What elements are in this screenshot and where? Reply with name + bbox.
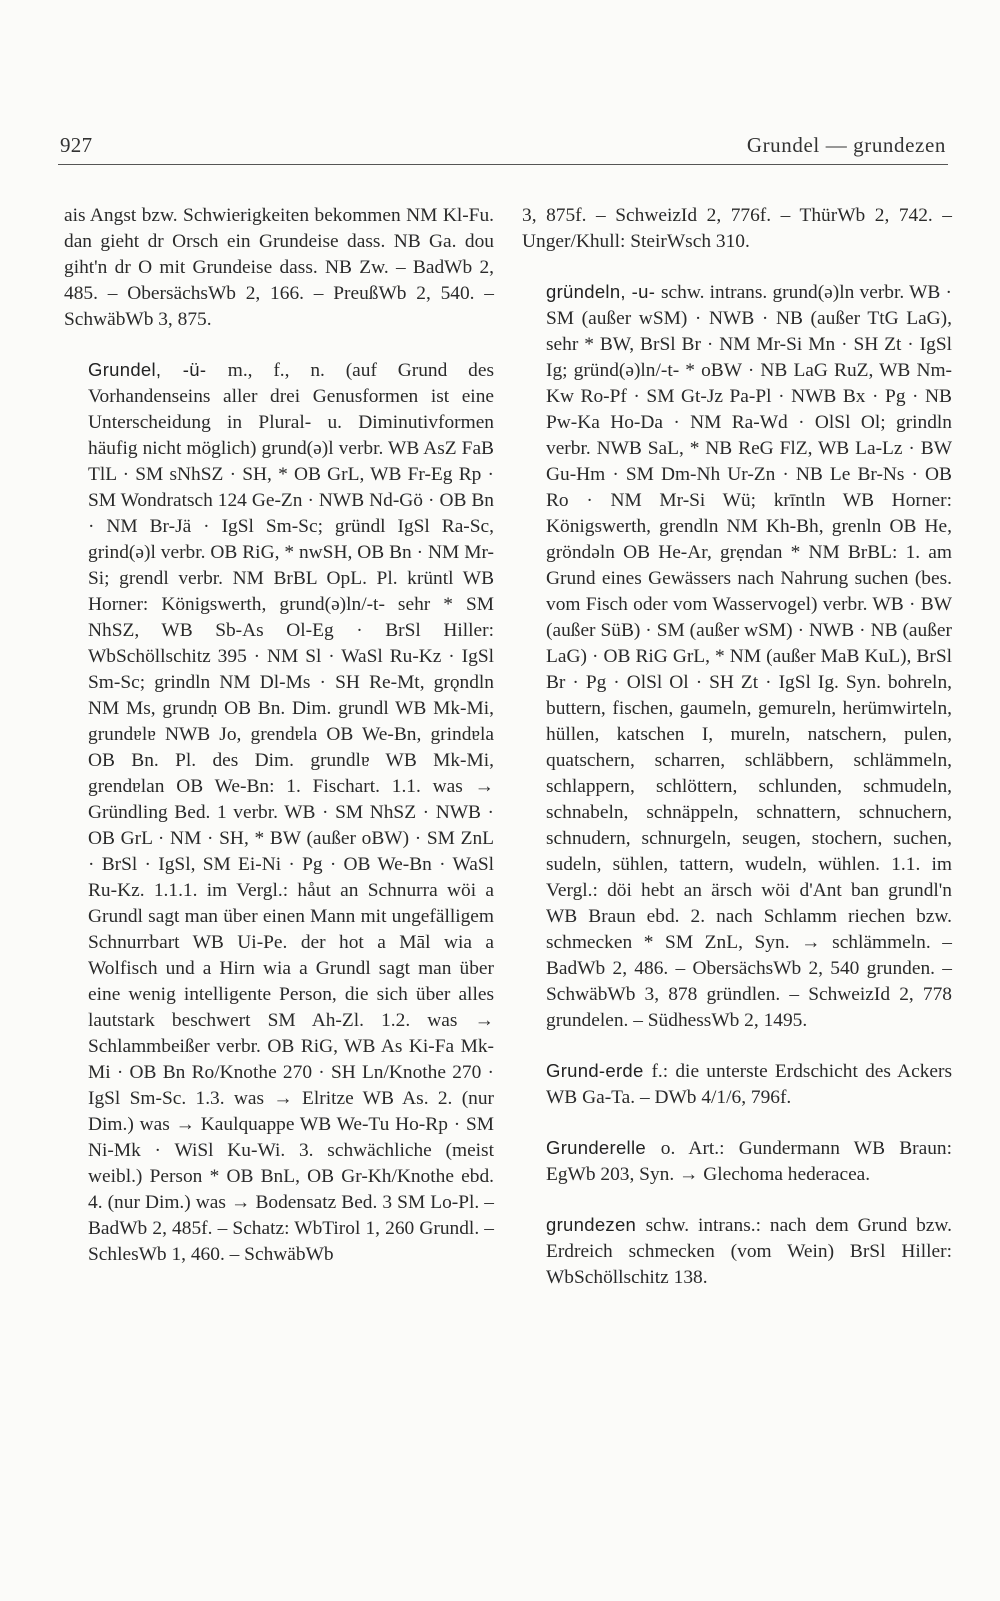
right-column bbox=[522, 203, 952, 1291]
entry-gruendeln bbox=[522, 279, 952, 1034]
entry-grundezen bbox=[522, 1212, 952, 1291]
entry-grunderelle bbox=[522, 1135, 952, 1188]
entry-text: schw. intrans.: nach dem Grund bzw. Erdreich schmecken (vom Wein) BrSl Hiller: WbSchöllschitz 138. bbox=[546, 1215, 952, 1288]
entry-text: schw. intrans. grund(ə)ln verbr. WB · SM (außer wSM) · NWB · NB (außer TtG LaG), sehr * BW, BrSl Br · NM Mr-Si Mn · SH Zt · IgSl Ig; gründ(ə)ln/-t- * oBW · NB LaG RuZ, WB Nm-Kw Ro-Pf · SM Gt-Jz Pa-Pl · NWB Bx · Pg · NB Pw-Ka Ho-Da · NM Ra-Wd · OlSl Ol; grindln verbr. NWB SaL, * NB ReG FlZ, WB La-Lz · BW Gu-Hm · SM Dm-Nh Ur-Zn · NB Le Br-Ns · OB Ro · NM Mr-Si Wü; krīntln WB Horner: Königswerth, grendln NM Kh-Bh, grenln OB He, gröndəln OB He-Ar, grẹndan * NM BrBL: 1. am Grund eines Gewässers nach Nahrung suchen (bes. vom Fisch oder vom Wasservogel) verbr. WB · BW (außer SüB) · SM (außer wSM) · NWB · NB (außer LaG) · OB RiG GrL, * NM (außer MaB KuL), BrSl Br · Pg · OlSl Ol · SH Zt · IgSl Ig. Syn. bohreln, buttern, fischen, gaumeln, gemureln, herümwirteln, hüllen, katschen I, mureln, natschern, pulen, quatschern, scharren, schläbbern, schlämmeln, schlappern, schlöttern, schlunden, schmudeln, schnabeln, schnäppeln, schnattern, schnuchern, schnudern, schnurgeln, seugen, stochern, suchen, sudeln, sühlen, tattern, wudeln, wühlen. 1.1. im Vergl.: döi hebt an ärsch wöi d'Ant ban grundl'n WB Braun ebd. 2. nach Schlamm riechen bzw. schmecken * SM ZnL, Syn. → schlämmeln. – BadWb 2, 486. – ObersächsWb 2, 540 grunden. – SchwäbWb 3, 878 gründlen. – SchweizId 2, 778 grundelen. – SüdhessWb 2, 1495. bbox=[546, 282, 952, 1031]
entry-grund-erde bbox=[522, 1058, 952, 1111]
page-number: 927 bbox=[60, 133, 93, 157]
entry-grundel bbox=[64, 357, 494, 1268]
entry-text: f.: die unterste Erdschicht des Ackers WB Ga-Ta. – DWb 4/1/6, 796f. bbox=[546, 1061, 952, 1108]
continuation-text: ais Angst bzw. Schwierigkeiten bekommen NM Kl-Fu. dan gieht dr Orsch ein Grundeise dass. NB Ga. dou giht'n dr O mit Grundeise dass. NB Zw. – BadWb 2, 485. – ObersächsWb 2, 166. – PreußWb 2, 540. – SchwäbWb 3, 875. bbox=[64, 205, 494, 330]
entry-text: m., f., n. (auf Grund des Vorhandenseins aller drei Genusformen ist eine Unterscheidung in Plural- u. Diminutivformen häufig nicht möglich) grund(ə)l verbr. WB AsZ FaB TlL · SM sNhSZ · SH, * OB GrL, WB Fr-Eg Rp · SM Wondratsch 124 Ge-Zn · NWB Nd-Gö · OB Bn · NM Br-Jä · IgSl Sm-Sc; gründl IgSl Ra-Sc, grind(ə)l verbr. OB RiG, * nwSH, OB Bn · NM Mr-Si; grendl verbr. NM BrBL OpL. Pl. krüntl WB Horner: Königswerth, grund(ə)ln/-t- sehr * SM NhSZ, WB Sb-As Ol-Eg · BrSl Hiller: WbSchöllschitz 395 · NM Sl · WaSl Ru-Kz · IgSl Sm-Sc; grindln NM Dl-Ms · SH Re-Mt, grǫndln NM Ms, grundṇ OB Bn. Dim. grundl WB Mk-Mi, grundɐlɐ NWB Jo, grendɐla OB We-Bn, grindɐla OB Bn. Pl. des Dim. grundlɐ WB Mk-Mi, grendɐlan OB We-Bn: 1. Fischart. 1.1. was → Gründling Bed. 1 verbr. WB · SM NhSZ · NWB · OB GrL · NM · SH, * BW (außer oBW) · SM ZnL · BrSl · IgSl, SM Ei-Ni · Pg · OB We-Bn · WaSl Ru-Kz. 1.1.1. im Vergl.: håut an Schnurra wöi a Grundl sagt man über einen Mann mit ungefälligem Schnurrbart WB Ui-Pe. der hot a Māl wia a Wolfisch und a Hirn wia a Grundl sagt man über eine wenig intelligente Person, die sich über alles lautstark beschwert SM Ah-Zl. 1.2. was → Schlammbeißer verbr. OB RiG, WB As Ki-Fa Mk-Mi · OB Bn Ro/Knothe 270 · SH Ln/Knothe 270 · IgSl Sm-Sc. 1.3. was → Elritze WB As. 2. (nur Dim.) was → Kaulquappe WB We-Tu Ho-Rp · SM Ni-Mk · WiSl Ku-Wi. 3. schwächliche (meist weibl.) Person * OB BnL, OB Gr-Kh/Knothe ebd. 4. (nur Dim.) was → Bodensatz Bed. 3 SM Lo-Pl. – BadWb 2, 485f. – Schatz: WbTirol 1, 260 Grundl. – SchlesWb 1, 460. – SchwäbWb bbox=[88, 360, 495, 1265]
header-rule bbox=[58, 164, 948, 165]
entry-headword: Grund-erde bbox=[546, 1060, 652, 1081]
entry-headword: gründeln, -u- bbox=[546, 281, 661, 302]
entry-headword: Grunderelle bbox=[546, 1137, 661, 1158]
entry-text: o. Art.: Gundermann WB Braun: EgWb 203, Syn. → Glechoma hederacea. bbox=[546, 1138, 953, 1185]
left-column bbox=[64, 203, 494, 1268]
entry-headword: Grundel, -ü- bbox=[88, 359, 228, 380]
entry-headword: grundezen bbox=[546, 1214, 646, 1235]
running-title: Grundel — grundezen bbox=[746, 133, 946, 157]
continuation-text: 3, 875f. – SchweizId 2, 776f. – ThürWb 2, 742. – Unger/Khull: SteirWsch 310. bbox=[522, 205, 952, 252]
